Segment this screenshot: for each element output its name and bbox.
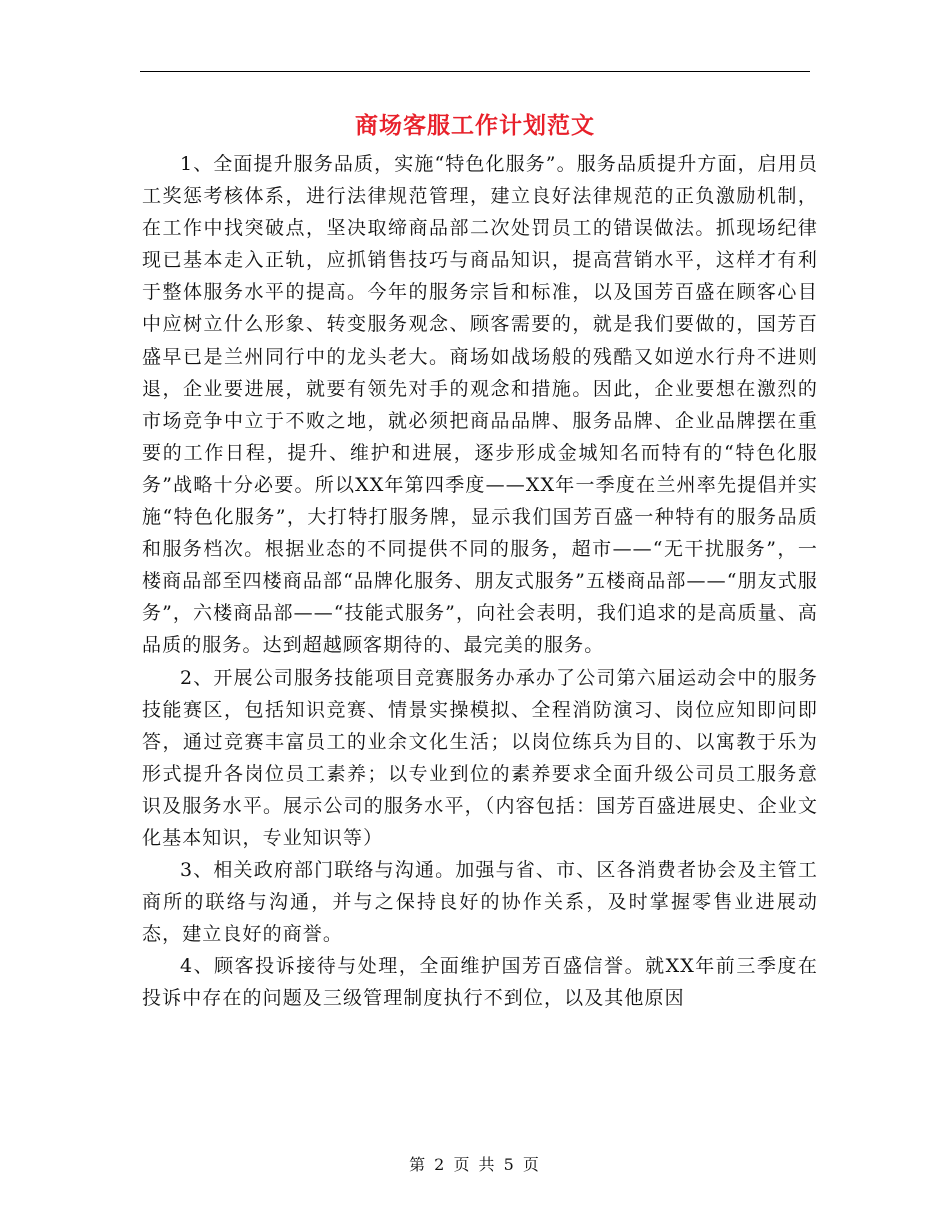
- paragraph-4: 4、顾客投诉接待与处理，全面维护国芳百盛信誉。就XX年前三季度在投诉中存在的问题及三级管理制度执行不到位，以及其他原因: [142, 955, 818, 1010]
- page-number-footer: 第 2 页 共 5 页: [409, 1155, 541, 1174]
- document-title: 商场客服工作计划范文: [355, 112, 595, 139]
- paragraph-3: 3、相关政府部门联络与沟通。加强与省、市、区各消费者协会及主管工商所的联络与沟通，并与之保持良好的协作关系，及时掌握零售业进展动态，建立良好的商誉。: [142, 859, 818, 946]
- header-rule: [140, 71, 810, 72]
- document-body: [142, 148, 818, 1015]
- paragraph-2: 2、开展公司服务技能项目竞赛服务办承办了公司第六届运动会中的服务技能赛区，包括知识竞赛、情景实操模拟、全程消防演习、岗位应知即问即答，通过竞赛丰富员工的业余文化生活；以岗位练兵为目的、以寓教于乐为形式提升各岗位员工素养；以专业到位的素养要求全面升级公司员工服务意识及服务水平。展示公司的服务水平，（内容包括：国芳百盛进展史、企业文化基本知识，专业知识等）: [142, 666, 818, 849]
- paragraph-1: 1、全面提升服务品质，实施“特色化服务”。服务品质提升方面，启用员工奖惩考核体系，进行法律规范管理，建立良好法律规范的正负激励机制，在工作中找突破点，坚决取缔商品部二次处罚员工的错误做法。抓现场纪律现已基本走入正轨，应抓销售技巧与商品知识，提高营销水平，这样才有利于整体服务水平的提高。今年的服务宗旨和标准，以及国芳百盛在顾客心目中应树立什么形象、转变服务观念、顾客需要的，就是我们要做的，国芳百盛早已是兰州同行中的龙头老大。商场如战场般的残酷又如逆水行舟不进则退，企业要进展，就要有领先对手的观念和措施。因此，企业要想在激烈的市场竞争中立于不败之地，就必须把商品品牌、服务品牌、企业品牌摆在重要的工作日程，提升、维护和进展，逐步形成金城知名而特有的“特色化服务”战略十分必要。所以XX年第四季度——XX年一季度在兰州率先提倡并实施“特色化服务”，大打特打服务牌，显示我们国芳百盛一种特有的服务品质和服务档次。根据业态的不同提供不同的服务，超市——“无干扰服务”，一楼商品部至四楼商品部“品牌化服务、朋友式服务”五楼商品部——“朋友式服务”，六楼商品部——“技能式服务”，向社会表明，我们追求的是高质量、高品质的服务。达到超越顾客期待的、最完美的服务。: [142, 153, 818, 657]
